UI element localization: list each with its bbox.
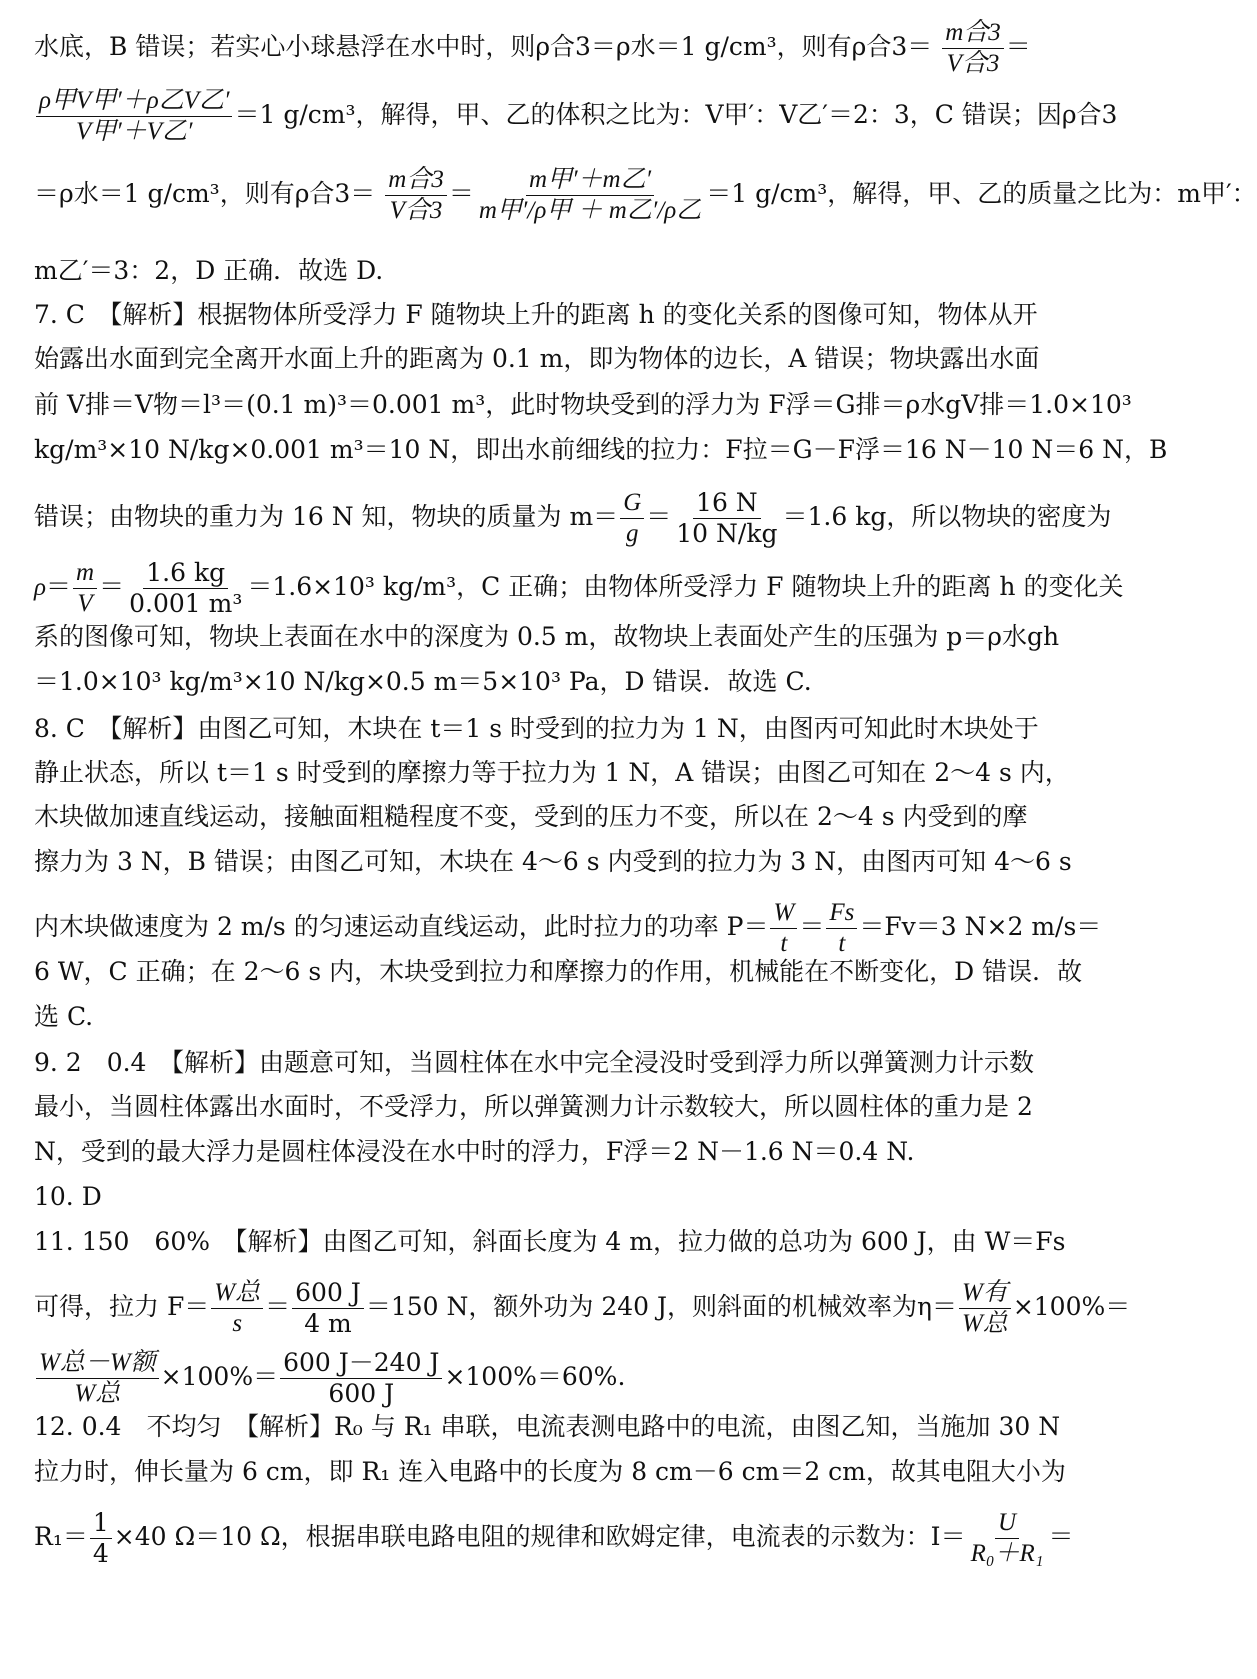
text-span: m乙′＝3：2，D 正确．故选 D. (34, 256, 384, 285)
text-span: 12. 0.4 不均匀 【解析】R₀ 与 R₁ 串联，电流表测电路中的电流，由图乙知，当施加 30 N (34, 1412, 1061, 1441)
text-span: 拉力时，伸长量为 6 cm，即 R₁ 连入电路中的长度为 8 cm－6 cm＝2 cm，故其电阻大小为 (34, 1457, 1066, 1486)
text-line (34, 298, 1050, 332)
text-line (34, 1508, 1074, 1569)
text-span: ＝ρ水＝1 g/cm³，则有ρ合3＝ (34, 179, 376, 208)
text-line (34, 558, 1124, 619)
text-span: 选 C. (34, 1002, 94, 1031)
text-span: 系的图像可知，物块上表面在水中的深度为 0.5 m，故物块上表面处产生的压强为 p＝ρ水gh (34, 622, 1060, 651)
text-span: ×100%＝ (1012, 1292, 1131, 1321)
text-span: 9. 2 0.4 【解析】由题意可知，当圆柱体在水中完全浸没时受到浮力所以弹簧测力计示数 (34, 1048, 1034, 1077)
text-span: 10. D (34, 1182, 102, 1211)
numerator: W总－W额 (36, 1348, 159, 1379)
text-span: 可得，拉力 F＝ (34, 1292, 210, 1321)
fraction (73, 558, 97, 619)
text-line (34, 433, 1168, 467)
fraction (292, 1278, 364, 1339)
text-line (34, 845, 1072, 879)
denominator: 600 J (328, 1379, 395, 1408)
fraction (36, 86, 232, 147)
text-line (34, 1000, 1050, 1034)
fraction (280, 1348, 442, 1409)
text-span: 擦力为 3 N，B 错误；由图乙可知，木块在 4～6 s 内受到的拉力为 3 N，由图丙可知 4～6 s (34, 847, 1072, 876)
fraction (211, 1278, 263, 1339)
denominator: W总 (961, 1310, 1008, 1337)
numerator: 16 N (693, 488, 761, 519)
text-span: ＝ (448, 179, 474, 208)
text-span: 错误；由物块的重力为 16 N 知，物块的质量为 m＝ (34, 502, 619, 531)
text-line (34, 1090, 1050, 1124)
text-line (34, 955, 1083, 989)
text-span: ＝1 g/cm³，解得，甲、乙的质量之比为：m甲′： (706, 179, 1257, 208)
text-line (34, 712, 1050, 746)
text-line (34, 18, 1050, 79)
numerator: W (770, 898, 797, 929)
text-line (34, 1348, 1050, 1409)
fraction (770, 898, 797, 959)
text-span: ＝Fv＝3 N×2 m/s＝ (859, 912, 1102, 941)
text-span: 6 W，C 正确；在 2～6 s 内，木块受到拉力和摩擦力的作用，机械能在不断变化，D 错误．故 (34, 957, 1083, 986)
text-span: ＝ (265, 1292, 291, 1321)
numerator: 600 J－240 J (280, 1348, 442, 1379)
text-span: 11. 150 60% 【解析】由图乙可知，斜面长度为 4 m，拉力做的总功为 600 J，由 W＝Fs (34, 1227, 1066, 1256)
fraction (942, 18, 1004, 79)
text-line (34, 1046, 1050, 1080)
text-line (34, 1455, 1066, 1489)
text-span: R₁＝ (34, 1522, 88, 1551)
fraction (476, 165, 704, 226)
text-line (34, 756, 1070, 790)
numerator: 1.6 kg (143, 558, 228, 589)
fraction (826, 898, 857, 959)
text-line (34, 254, 1050, 288)
text-line (34, 342, 1050, 376)
denominator: m甲′/ρ甲 ＋ m乙′/ρ乙 (478, 197, 702, 224)
numerator: G (620, 488, 644, 519)
text-span: 始露出水面到完全离开水面上升的距离为 0.1 m，即为物体的边长，A 错误；物块露出水面 (34, 344, 1040, 373)
text-span: ＝ (646, 502, 672, 531)
numerator: m合3 (385, 165, 447, 196)
text-span: ＝1.0×10³ kg/m³×10 N/kg×0.5 m＝5×10³ Pa，D 错误．故选 C. (34, 667, 812, 696)
text-span: ＝1.6×10³ kg/m³，C 正确；由物体所受浮力 F 随物块上升的距离 h 的变化关 (247, 572, 1124, 601)
numerator: W有 (959, 1278, 1011, 1309)
text-span: ＝1 g/cm³，解得，甲、乙的体积之比为：V甲′：V乙′＝2：3，C 错误；因ρ合3 (234, 100, 1118, 129)
numerator: U (995, 1508, 1019, 1539)
denominator: W总 (74, 1380, 121, 1407)
denominator: s (232, 1310, 243, 1337)
fraction (620, 488, 644, 549)
fraction (959, 1278, 1011, 1339)
fraction (90, 1508, 112, 1569)
text-span: ＝ (1005, 32, 1031, 61)
denominator: 0.001 m³ (129, 589, 243, 618)
text-span: 内木块做速度为 2 m/s 的匀速运动直线运动，此时拉力的功率 P＝ (34, 912, 769, 941)
numerator: W总 (211, 1278, 263, 1309)
text-span: ＝150 N，额外功为 240 J，则斜面的机械效率为η＝ (365, 1292, 957, 1321)
text-line (34, 1180, 1050, 1214)
denominator: V (77, 590, 93, 617)
denominator: V合3 (389, 197, 443, 224)
numerator: m甲′＋m乙′ (526, 165, 654, 196)
text-line (34, 620, 1060, 654)
text-line (34, 665, 1050, 699)
denominator: g (625, 520, 639, 547)
text-line (34, 1225, 1066, 1259)
denominator: t (838, 930, 846, 957)
denominator: t (780, 930, 788, 957)
text-line (34, 800, 1050, 834)
text-span: 8. C 【解析】由图乙可知，木块在 t＝1 s 时受到的拉力为 1 N，由图丙可知此时木块处于 (34, 714, 1039, 743)
text-span: ×40 Ω＝10 Ω，根据串联电路电阻的规律和欧姆定律，电流表的示数为：I＝ (113, 1522, 966, 1551)
denominator: V合3 (946, 50, 1000, 77)
text-span: ×100%＝ (160, 1362, 279, 1391)
text-span: ×100%＝60%. (444, 1362, 626, 1391)
denominator: 4 m (304, 1309, 352, 1338)
text-span: 最小，当圆柱体露出水面时，不受浮力，所以弹簧测力计示数较大，所以圆柱体的重力是 2 (34, 1092, 1033, 1121)
text-span: 静止状态，所以 t＝1 s 时受到的摩擦力等于拉力为 1 N，A 错误；由图乙可知在 2～4 s 内， (34, 758, 1070, 787)
numerator: m合3 (942, 18, 1004, 49)
denominator: R₀＋R₁ (970, 1540, 1044, 1567)
text-span: ＝ (99, 572, 125, 601)
fraction (968, 1508, 1047, 1569)
text-span: N，受到的最大浮力是圆柱体浸没在水中时的浮力，F浮＝2 N－1.6 N＝0.4 N. (34, 1137, 915, 1166)
numerator: m (73, 558, 97, 589)
text-line (34, 488, 1112, 549)
text-span: ＝ (799, 912, 825, 941)
text-span: 水底，B 错误；若实心小球悬浮在水中时，则ρ合3＝ρ水＝1 g/cm³，则有ρ合3＝ (34, 32, 933, 61)
numerator: Fs (826, 898, 857, 929)
text-span: ＝1.6 kg，所以物块的密度为 (782, 502, 1112, 531)
text-span: ＝ (1048, 1522, 1074, 1551)
text-line (34, 898, 1102, 959)
text-line (34, 1410, 1061, 1444)
fraction (126, 558, 245, 619)
numerator: 1 (90, 1508, 112, 1539)
denominator: 10 N/kg (676, 519, 778, 548)
text-span: 前 V排＝V物＝l³＝(0.1 m)³＝0.001 m³，此时物块受到的浮力为 F浮＝G排＝ρ水gV排＝1.0×10³ (34, 390, 1132, 419)
fraction (385, 165, 447, 226)
denominator: V甲′＋V乙′ (76, 118, 193, 145)
numerator: 600 J (292, 1278, 364, 1309)
text-span: ＝ (46, 572, 72, 601)
denominator: 4 (92, 1539, 109, 1568)
text-span: 木块做加速直线运动，接触面粗糙程度不变，受到的压力不变，所以在 2～4 s 内受到的摩 (34, 802, 1028, 831)
text-line (34, 165, 1257, 226)
text-line (34, 388, 1132, 422)
text-line (34, 86, 1118, 147)
fraction (36, 1348, 159, 1409)
text-line (34, 1278, 1131, 1339)
text-line (34, 1135, 1050, 1169)
fraction (673, 488, 780, 549)
text-span: ρ (34, 574, 46, 601)
numerator: ρ甲V甲′＋ρ乙V乙′ (36, 86, 232, 117)
text-span: 7. C 【解析】根据物体所受浮力 F 随物块上升的距离 h 的变化关系的图像可知，物体从开 (34, 300, 1038, 329)
text-span: kg/m³×10 N/kg×0.001 m³＝10 N，即出水前细线的拉力：F拉＝G－F浮＝16 N－10 N＝6 N，B (34, 435, 1168, 464)
